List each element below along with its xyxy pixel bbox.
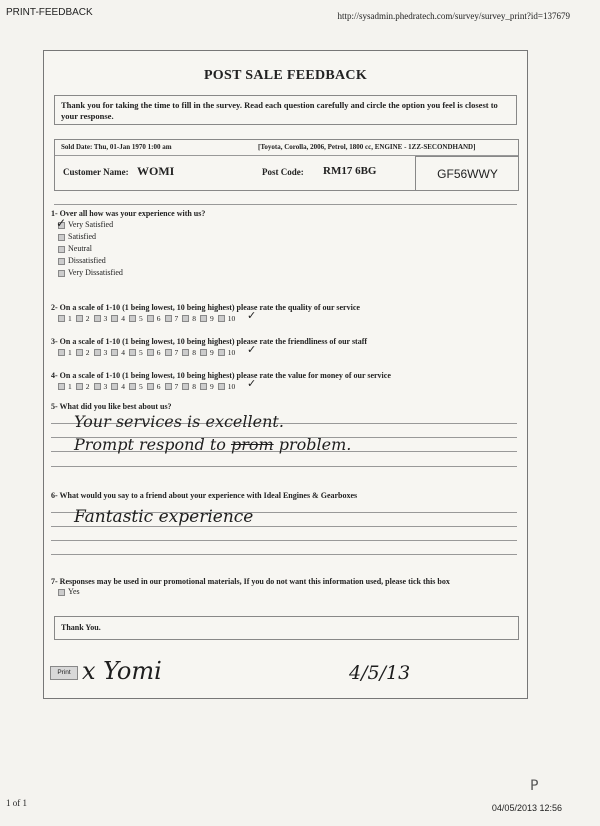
divider bbox=[54, 204, 517, 205]
q1-option[interactable]: Dissatisfied bbox=[58, 255, 123, 267]
scale-option[interactable]: 10 bbox=[218, 314, 236, 323]
post-code-value: RM17 6BG bbox=[323, 165, 377, 177]
form-title: POST SALE FEEDBACK bbox=[203, 68, 368, 83]
q3-scale bbox=[58, 348, 235, 357]
q4-scale bbox=[58, 382, 235, 391]
handwritten-tick-icon: ✓ bbox=[56, 216, 67, 230]
q5-answer-line-2: Prompt respond to prom problem. bbox=[74, 435, 352, 454]
question-7: 7- Responses may be used in our promotional materials, If you do not want this information used, please tick this box bbox=[51, 577, 450, 586]
sold-date: Sold Date: Thu, 01-Jan 1970 1:00 am bbox=[61, 143, 172, 151]
customer-info-box bbox=[54, 139, 519, 191]
q7-option-yes[interactable]: Yes bbox=[58, 586, 80, 598]
scale-option[interactable]: 4 bbox=[111, 382, 125, 391]
question-3: 3- On a scale of 1-10 (1 being lowest, 10 being highest) please rate the friendliness of our staff bbox=[51, 337, 368, 346]
scale-option[interactable]: 1 bbox=[58, 348, 72, 357]
checkbox[interactable] bbox=[58, 258, 65, 265]
scale-option[interactable]: 9 bbox=[200, 314, 214, 323]
scale-option[interactable]: 1 bbox=[58, 382, 72, 391]
scale-option[interactable]: 6 bbox=[147, 348, 161, 357]
sale-info-row bbox=[55, 140, 518, 156]
question-4: 4- On a scale of 1-10 (1 being lowest, 10 being highest) please rate the value for money of our service bbox=[51, 371, 391, 380]
handwritten-tick-icon: ✓ bbox=[247, 377, 257, 390]
stray-mark: P bbox=[530, 778, 539, 794]
q1-option[interactable]: Satisfied bbox=[58, 231, 123, 243]
print-timestamp: 04/05/2013 12:56 bbox=[491, 803, 562, 813]
thank-you-box: Thank You. bbox=[54, 616, 519, 640]
question-1: 1- Over all how was your experience with us? bbox=[51, 209, 206, 218]
signature: x Yomi bbox=[82, 657, 162, 685]
q2-scale bbox=[58, 314, 235, 323]
customer-name-value: WOMI bbox=[137, 164, 175, 178]
page-header-url: http://sysadmin.phedratech.com/survey/survey_print?id=137679 bbox=[337, 11, 570, 21]
scale-option[interactable]: 9 bbox=[200, 382, 214, 391]
q1-option[interactable]: Neutral bbox=[58, 243, 123, 255]
vehicle-details: [Toyota, Corolla, 2006, Petrol, 1800 cc, ENGINE - 1ZZ-SECONDHAND] bbox=[258, 143, 476, 151]
customer-name-label: Customer Name: bbox=[63, 167, 129, 177]
q1-options bbox=[58, 219, 123, 279]
scale-option[interactable]: 2 bbox=[76, 348, 90, 357]
feedback-form bbox=[43, 50, 528, 699]
scale-option[interactable]: 7 bbox=[165, 314, 179, 323]
q1-option[interactable]: Very Satisfied bbox=[58, 219, 123, 231]
intro-text: Thank you for taking the time to fill in the survey. Read each question carefully and circle the option you feel is closest to your response. bbox=[54, 95, 517, 125]
scale-option[interactable]: 6 bbox=[147, 382, 161, 391]
question-6: 6- What would you say to a friend about your experience with Ideal Engines & Gearboxes bbox=[51, 491, 358, 500]
handwritten-tick-icon: ✓ bbox=[247, 309, 257, 322]
scale-option[interactable]: 10 bbox=[218, 348, 236, 357]
scale-option[interactable]: 1 bbox=[58, 314, 72, 323]
post-code-label: Post Code: bbox=[262, 167, 304, 177]
scale-option[interactable]: 8 bbox=[182, 382, 196, 391]
q1-option[interactable]: Very Dissatisfied bbox=[58, 267, 123, 279]
signed-date: 4/5/13 bbox=[349, 662, 411, 684]
checkbox[interactable] bbox=[58, 589, 65, 596]
checkbox[interactable] bbox=[58, 270, 65, 277]
print-button[interactable]: Print bbox=[50, 666, 78, 680]
q7-options bbox=[58, 586, 80, 598]
scale-option[interactable]: 4 bbox=[111, 314, 125, 323]
scale-option[interactable]: 9 bbox=[200, 348, 214, 357]
scale-option[interactable]: 7 bbox=[165, 348, 179, 357]
answer-line bbox=[51, 466, 517, 467]
scale-option[interactable]: 2 bbox=[76, 314, 90, 323]
scale-option[interactable]: 3 bbox=[94, 382, 108, 391]
scale-option[interactable]: 3 bbox=[94, 314, 108, 323]
checkbox[interactable] bbox=[58, 246, 65, 253]
answer-line bbox=[51, 540, 517, 541]
checkbox[interactable] bbox=[58, 234, 65, 241]
q6-answer: Fantastic experience bbox=[74, 507, 254, 527]
page-header-title: PRINT-FEEDBACK bbox=[6, 7, 93, 18]
scale-option[interactable]: 5 bbox=[129, 382, 143, 391]
scale-option[interactable]: 3 bbox=[94, 348, 108, 357]
handwritten-tick-icon: ✓ bbox=[247, 343, 257, 356]
scale-option[interactable]: 10 bbox=[218, 382, 236, 391]
page-count: 1 of 1 bbox=[6, 798, 27, 808]
scale-option[interactable]: 7 bbox=[165, 382, 179, 391]
question-5: 5- What did you like best about us? bbox=[51, 402, 172, 411]
scale-option[interactable]: 5 bbox=[129, 314, 143, 323]
scale-option[interactable]: 8 bbox=[182, 348, 196, 357]
answer-line bbox=[51, 554, 517, 555]
q5-answer-line-1: Your services is excellent. bbox=[74, 412, 284, 431]
scale-option[interactable]: 8 bbox=[182, 314, 196, 323]
scale-option[interactable]: 6 bbox=[147, 314, 161, 323]
scale-option[interactable]: 4 bbox=[111, 348, 125, 357]
question-2: 2- On a scale of 1-10 (1 being lowest, 10 being highest) please rate the quality of our service bbox=[51, 303, 360, 312]
scale-option[interactable]: 5 bbox=[129, 348, 143, 357]
registration-box: GF56WWY bbox=[415, 156, 519, 190]
scale-option[interactable]: 2 bbox=[76, 382, 90, 391]
